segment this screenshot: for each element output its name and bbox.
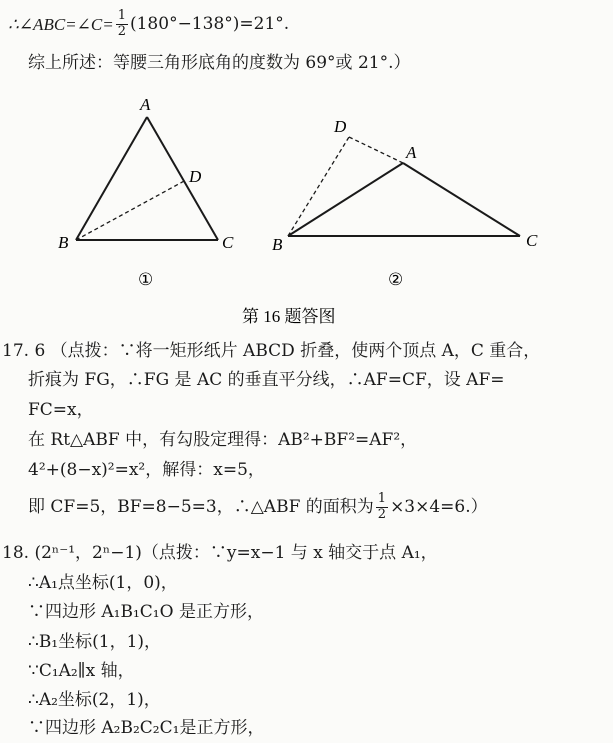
text-line-18g: ∵四边形 A₂B₂C₂C₁是正方形， [28, 718, 265, 738]
fig1-side-ac [147, 117, 218, 240]
fig2-label-a: A [406, 143, 417, 162]
line1-post: (180°−138°)=21°. [129, 13, 290, 34]
text-line-18e: ∵C₁A₂∥x 轴， [28, 661, 135, 681]
line17f-post: ×3×4=6.） [390, 496, 488, 517]
text-line-17f [28, 492, 488, 522]
fig2-side-ab [288, 163, 403, 236]
fig2-side-ac [403, 163, 520, 236]
text-line-18f: ∴A₂坐标(2，1)， [28, 690, 161, 710]
fraction-numerator: 1 [117, 8, 126, 24]
fig1-label-b: B [58, 233, 69, 252]
fig2-label-b: B [272, 235, 283, 254]
line1-pre: ∴∠ABC=∠C= [8, 14, 114, 34]
fraction-denominator: 2 [117, 23, 126, 39]
text-line-18d: ∴B₁坐标(1，1)， [28, 632, 162, 652]
text-line-18a: 18. (2ⁿ⁻¹，2ⁿ−1)（点拨：∵y=x−1 与 x 轴交于点 A₁， [2, 543, 438, 563]
fig2-number: ② [388, 270, 404, 289]
text-line-17b: 折痕为 FG，∴FG 是 AC 的垂直平分线，∴AF=CF，设 AF= [28, 370, 505, 390]
fig2-dashed-da [349, 137, 403, 163]
fraction-denominator-2: 2 [377, 506, 387, 522]
text-line-17a: 17. 6 （点拨：∵将一矩形纸片 ABCD 折叠，使两个顶点 A，C 重合， [2, 341, 541, 361]
figure-caption: 第 16 题答图 [242, 307, 336, 326]
fraction-numerator-2: 1 [377, 491, 387, 507]
fig1-label-a: A [140, 95, 151, 114]
fraction-one-half-2 [376, 492, 388, 522]
text-line-17e: 4²+(8−x)²=x²，解得：x=5， [28, 460, 265, 480]
line17f-pre: 即 CF=5，BF=8−5=3，∴△ABF 的面积为 [28, 496, 374, 517]
fig1-side-ab [76, 117, 147, 240]
fig1-label-d: D [189, 167, 202, 186]
figure-diagram [0, 0, 613, 330]
text-line-17d: 在 Rt△ABF 中，有勾股定理得：AB²+BF²=AF²， [28, 430, 418, 450]
fig2-label-d: D [334, 117, 347, 136]
fig1-label-c: C [222, 233, 234, 252]
fig2-label-c: C [526, 231, 538, 250]
fig1-number: ① [138, 270, 154, 289]
text-line-17c: FC=x， [28, 400, 94, 420]
text-line-18b: ∴A₁点坐标(1，0)， [28, 573, 178, 593]
text-line-18c: ∵四边形 A₁B₁C₁O 是正方形， [28, 602, 264, 622]
fig2-dashed-bd [288, 137, 349, 236]
text-line-2: 综上所述：等腰三角形底角的度数为 69°或 21°.） [28, 53, 411, 73]
figure-2 [288, 137, 520, 236]
